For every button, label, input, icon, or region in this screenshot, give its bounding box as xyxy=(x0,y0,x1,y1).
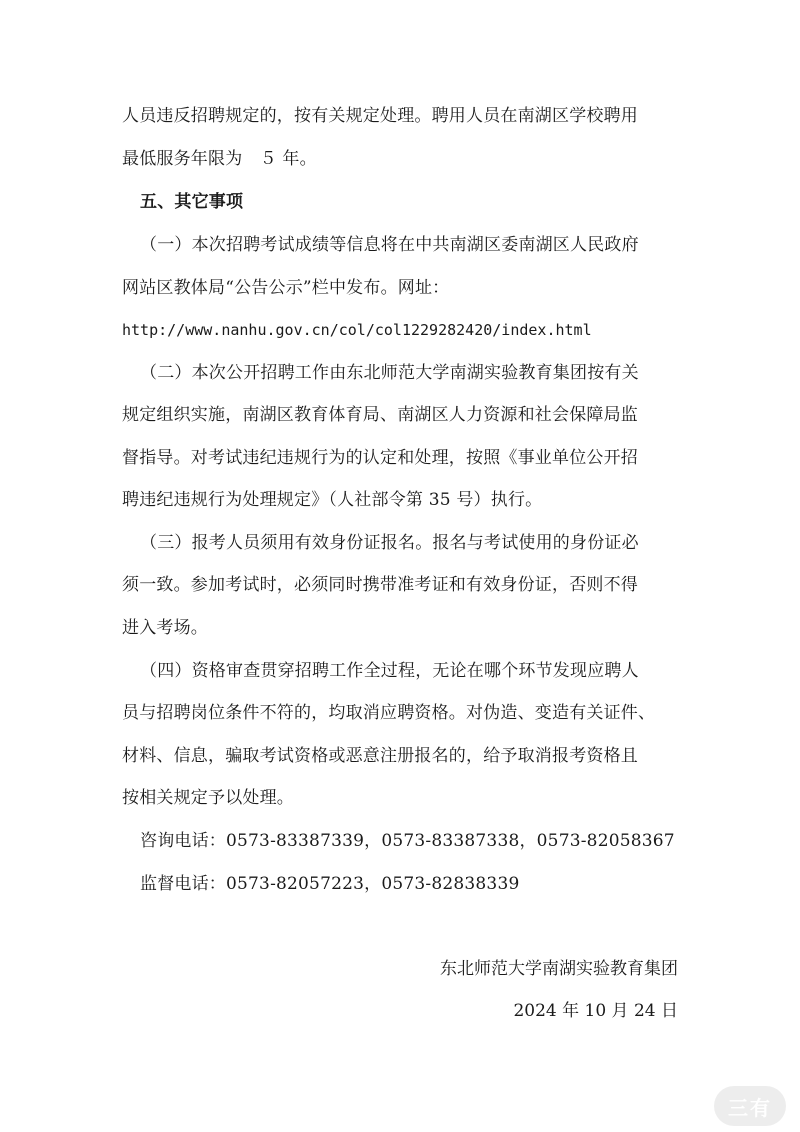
body-text-line: 材料、信息，骗取考试资格或恶意注册报名的，给予取消报考资格且 xyxy=(122,746,638,766)
body-text-line: （三）报考人员须用有效身份证报名。报名与考试使用的身份证必 xyxy=(140,533,639,553)
body-text-line: 最低服务年限为 ５ 年。 xyxy=(122,149,317,169)
body-text-line: 网站区教体局“公告公示”栏中发布。网址： xyxy=(122,278,450,298)
supervise-phone-line: 监督电话：0573-82057223，0573-82838339 xyxy=(140,874,520,894)
watermark-badge: 三有 xyxy=(714,1086,786,1126)
body-text-line: 规定组织实施，南湖区教育体育局、南湖区人力资源和社会保障局监 xyxy=(122,405,638,425)
body-text-line: 聘违纪违规行为处理规定》（人社部令第 35 号）执行。 xyxy=(122,490,543,510)
body-text-line: （四）资格审查贯穿招聘工作全过程，无论在哪个环节发现应聘人 xyxy=(140,661,639,681)
body-text-line: 须一致。参加考试时，必须同时携带准考证和有效身份证，否则不得 xyxy=(122,575,638,595)
body-text-line: （一）本次招聘考试成绩等信息将在中共南湖区委南湖区人民政府 xyxy=(140,235,639,255)
body-text-line: 进入考场。 xyxy=(122,618,208,638)
body-text-line: （二）本次公开招聘工作由东北师范大学南湖实验教育集团按有关 xyxy=(140,363,639,383)
body-text-line: 按相关规定予以处理。 xyxy=(122,788,294,808)
body-text-line: 督指导。对考试违纪违规行为的认定和处理，按照《事业单位公开招 xyxy=(122,448,638,468)
consult-phone-line: 咨询电话：0573-83387339，0573-83387338，0573-82058367 xyxy=(140,831,675,851)
signature-date: 2024 年 10 月 24 日 xyxy=(513,1001,678,1021)
signature-organization: 东北师范大学南湖实验教育集团 xyxy=(440,959,678,979)
body-text-line: 员与招聘岗位条件不符的，均取消应聘资格。对伪造、变造有关证件、 xyxy=(122,703,656,723)
body-text-line: 人员违反招聘规定的，按有关规定处理。聘用人员在南湖区学校聘用 xyxy=(122,106,638,126)
url-link[interactable]: http://www.nanhu.gov.cn/col/col1229282420/index.html xyxy=(122,321,592,339)
section-heading: 五、其它事项 xyxy=(140,192,244,212)
